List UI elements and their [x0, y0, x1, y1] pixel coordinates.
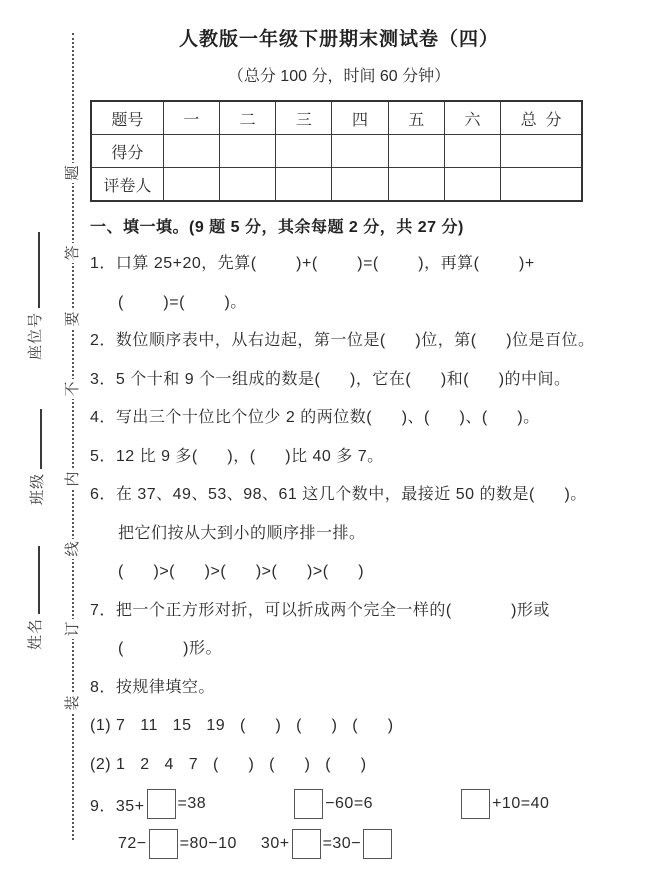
score-table-row-label: 得分 — [91, 135, 163, 168]
seat-number-blank-line — [33, 232, 40, 308]
seat-number-text: 座位号 — [27, 311, 44, 360]
score-table-empty-cell — [163, 135, 219, 168]
question-9-text: =30− — [322, 835, 362, 852]
score-table-empty-cell — [388, 135, 444, 168]
binding-line-char: 不 — [60, 379, 86, 399]
binding-line-char: 装 — [60, 693, 86, 713]
question-7-line-2: ( )形。 — [118, 640, 223, 657]
score-table-empty-cell — [501, 135, 582, 168]
question-5: 5．12 比 9 多( )，( )比 40 多 7。 — [90, 447, 384, 465]
seat-number-label — [26, 232, 46, 360]
score-table-empty-cell — [501, 168, 582, 202]
question-9-text: 9．35+ — [90, 797, 145, 815]
question-9-text: 72− — [118, 835, 147, 852]
score-table-header-cell: 总 分 — [501, 101, 582, 135]
score-table — [90, 100, 583, 202]
section-1-heading: 一、填一填。(9 题 5 分，其余每题 2 分，共 27 分) — [90, 219, 464, 236]
question-1-line-2: ( )=( )。 — [118, 293, 247, 311]
question-6-line-3: ( )>( )>( )>( )>( ) — [118, 563, 365, 580]
question-8-sub-2: (2) 1 2 4 7 ( ) ( ) ( ) — [90, 755, 367, 773]
answer-box — [292, 829, 321, 859]
answer-box — [461, 789, 490, 819]
question-1-line-1: 1．口算 25+20，先算( )+( )=( )，再算( )+ — [90, 255, 535, 272]
score-table-header-cell: 六 — [444, 101, 500, 135]
question-6-line-2: 把它们按从大到小的顺序排一排。 — [118, 524, 366, 542]
binding-line-char: 订 — [60, 619, 86, 639]
class-blank-line — [35, 409, 42, 469]
binding-line-char: 题 — [60, 163, 86, 183]
binding-dotted-line — [72, 33, 74, 840]
score-table-empty-cell — [332, 168, 388, 202]
question-6-line-1: 6．在 37、49、53、98、61 这几个数中，最接近 50 的数是( )。 — [90, 486, 587, 503]
name-label — [26, 546, 46, 650]
score-table-header-cell: 三 — [276, 101, 332, 135]
score-table-header-cell: 题号 — [91, 101, 163, 135]
score-table-header-cell: 二 — [220, 101, 276, 135]
score-table-header-cell: 一 — [163, 101, 219, 135]
binding-line-char: 内 — [60, 469, 86, 489]
score-table-header-cell: 五 — [388, 101, 444, 135]
question-4: 4．写出三个十位比个位少 2 的两位数( )、( )、( )。 — [90, 409, 540, 426]
score-table-empty-cell — [220, 168, 276, 202]
question-3: 3．5 个十和 9 个一组成的数是( )，它在( )和( )的中间。 — [90, 370, 571, 388]
answer-box — [294, 789, 323, 819]
binding-line-char: 答 — [60, 243, 86, 263]
score-table-empty-cell — [444, 168, 500, 202]
answer-box — [149, 829, 178, 859]
name-blank-line — [33, 546, 40, 614]
name-text: 姓名 — [27, 617, 44, 650]
question-9-text: 30+ — [260, 835, 290, 852]
question-9-text: +10=40 — [492, 795, 550, 812]
question-7-line-1: 7．把一个正方形对折，可以折成两个完全一样的( )形或 — [90, 601, 550, 619]
page-title: 人教版一年级下册期末测试卷（四） — [178, 29, 499, 50]
score-table-empty-cell — [276, 135, 332, 168]
binding-line-char: 线 — [60, 539, 86, 559]
page-subtitle: （总分 100 分，时间 60 分钟） — [227, 68, 451, 85]
score-table-empty-cell — [163, 168, 219, 202]
question-lines — [90, 245, 638, 784]
question-8: 8．按规律填空。 — [90, 678, 215, 696]
question-9-text: =38 — [177, 795, 207, 812]
question-8-sub-1: (1) 7 11 15 19 ( ) ( ) ( ) — [90, 717, 394, 734]
score-table-header-cell: 四 — [332, 101, 388, 135]
answer-box — [147, 789, 176, 819]
score-table-empty-cell — [388, 168, 444, 202]
class-text: 班级 — [29, 472, 46, 505]
score-table-row-label: 评卷人 — [91, 168, 163, 202]
score-table-empty-cell — [444, 135, 500, 168]
question-2: 2．数位顺序表中，从右边起，第一位是( )位，第( )位是百位。 — [90, 332, 595, 349]
question-9-text: −60=6 — [325, 795, 374, 812]
main-content — [90, 28, 638, 864]
question-9-line-1 — [90, 784, 638, 824]
score-table-empty-cell — [276, 168, 332, 202]
question-9-text: =80−10 — [179, 835, 237, 852]
binding-line-char: 要 — [60, 309, 86, 329]
question-9-line-2 — [90, 824, 638, 864]
answer-box — [363, 829, 392, 859]
class-label — [28, 409, 48, 505]
score-table-empty-cell — [220, 135, 276, 168]
score-table-empty-cell — [332, 135, 388, 168]
